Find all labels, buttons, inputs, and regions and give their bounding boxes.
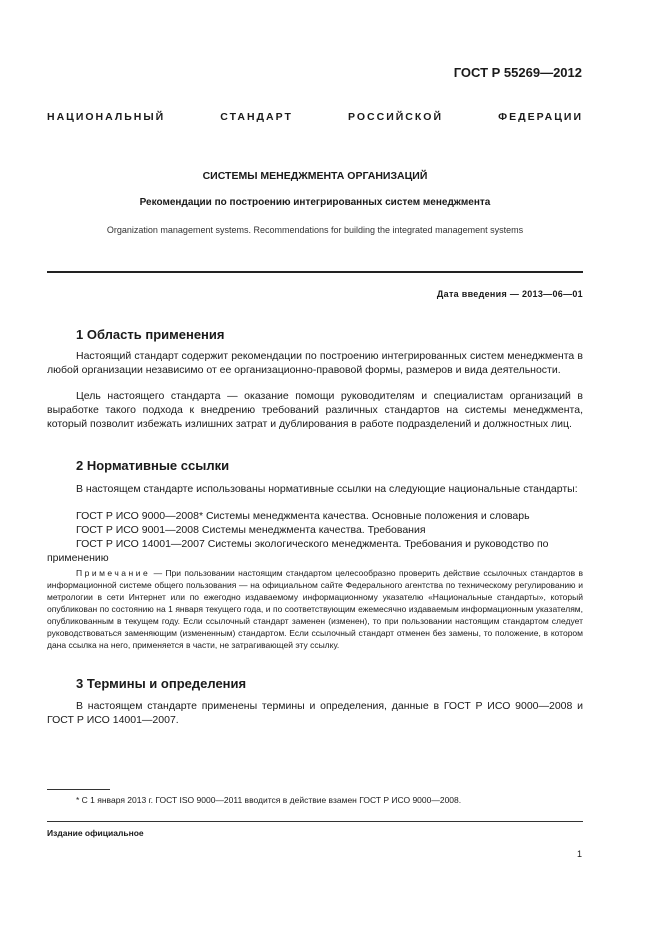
- document-title: СИСТЕМЫ МЕНЕДЖМЕНТА ОРГАНИЗАЦИЙ: [202, 170, 428, 182]
- reference-item: ГОСТ Р ИСО 14001—2007 Системы экологического менеджмента. Требования и руководство по применению: [47, 538, 549, 564]
- official-edition-label: Издание официальное: [47, 828, 144, 838]
- section-1-paragraph-2: Цель настоящего стандарта — оказание помощи руководителям и специалистам организаций в выработке такого подхода к внедрению требований различных стандартов на системы менеджмента, который позволит избежать излишних затрат и дублирования в работе подразделений и должностных лиц.: [47, 390, 583, 430]
- national-standard-banner: НАЦИОНАЛЬНЫЙ СТАНДАРТ РОССИЙСКОЙ ФЕДЕРАЦИИ: [47, 111, 583, 123]
- document-code: ГОСТ Р 55269—2012: [453, 65, 582, 80]
- section-2-paragraph-1: В настоящем стандарте использованы нормативные ссылки на следующие национальные стандарты:: [76, 483, 578, 495]
- note-label: Примечание: [76, 568, 151, 578]
- page-number: 1: [576, 849, 582, 859]
- section-3-paragraph-1: В настоящем стандарте применены термины и определения, данные в ГОСТ Р ИСО 9000—2008 и ГОСТ Р ИСО 14001—2007.: [47, 700, 583, 726]
- edition-divider: [47, 821, 583, 822]
- normative-references-list: [47, 509, 583, 565]
- title-divider: [47, 271, 583, 273]
- section-3-heading: 3 Термины и определения: [76, 676, 247, 691]
- introduction-date: Дата введения — 2013—06—01: [436, 289, 583, 299]
- footnote-divider: [47, 789, 110, 790]
- english-title: Organization management systems. Recommendations for building the integrated management systems: [106, 225, 524, 235]
- section-1-heading: 1 Область применения: [76, 327, 225, 342]
- note-paragraph: [47, 567, 583, 651]
- reference-item: ГОСТ Р ИСО 9000—2008* Системы менеджмента качества. Основные положения и словарь: [76, 510, 530, 522]
- reference-item: ГОСТ Р ИСО 9001—2008 Системы менеджмента качества. Требования: [76, 524, 426, 536]
- note-text: — При пользовании настоящим стандартом целесообразно проверить действие ссылочных стандартов в информационной системе общего пользования — на официальном сайте Федерального агентства по техническому регулированию и метрологии в сети Интернет или по ежегодно издаваемому информационному указателю «Национальные стандарты», который опубликован по состоянию на 1 января текущего года, и по соответствующим ежемесячно издаваемым информационным указателям, опубликованным в текущем году. Если ссылочный стандарт заменен (изменен), то при пользовании настоящим стандартом следует руководствоваться заменяющим (измененным) стандартом. Если ссылочный стандарт отменен без замены, то положение, в котором дана ссылка на него, применяется в части, не затрагивающей эту ссылку.: [47, 568, 583, 650]
- section-1-paragraph-1: Настоящий стандарт содержит рекомендации по построению интегрированных систем менеджмента в любой организации независимо от ее организационно-правовой формы, размеров и вида деятельности.: [47, 350, 583, 376]
- section-2-heading: 2 Нормативные ссылки: [76, 458, 230, 473]
- footnote: * С 1 января 2013 г. ГОСТ ISO 9000—2011 вводится в действие взамен ГОСТ Р ИСО 9000—2008.: [76, 795, 462, 805]
- document-subtitle: Рекомендации по построению интегрированных систем менеджмента: [139, 197, 491, 208]
